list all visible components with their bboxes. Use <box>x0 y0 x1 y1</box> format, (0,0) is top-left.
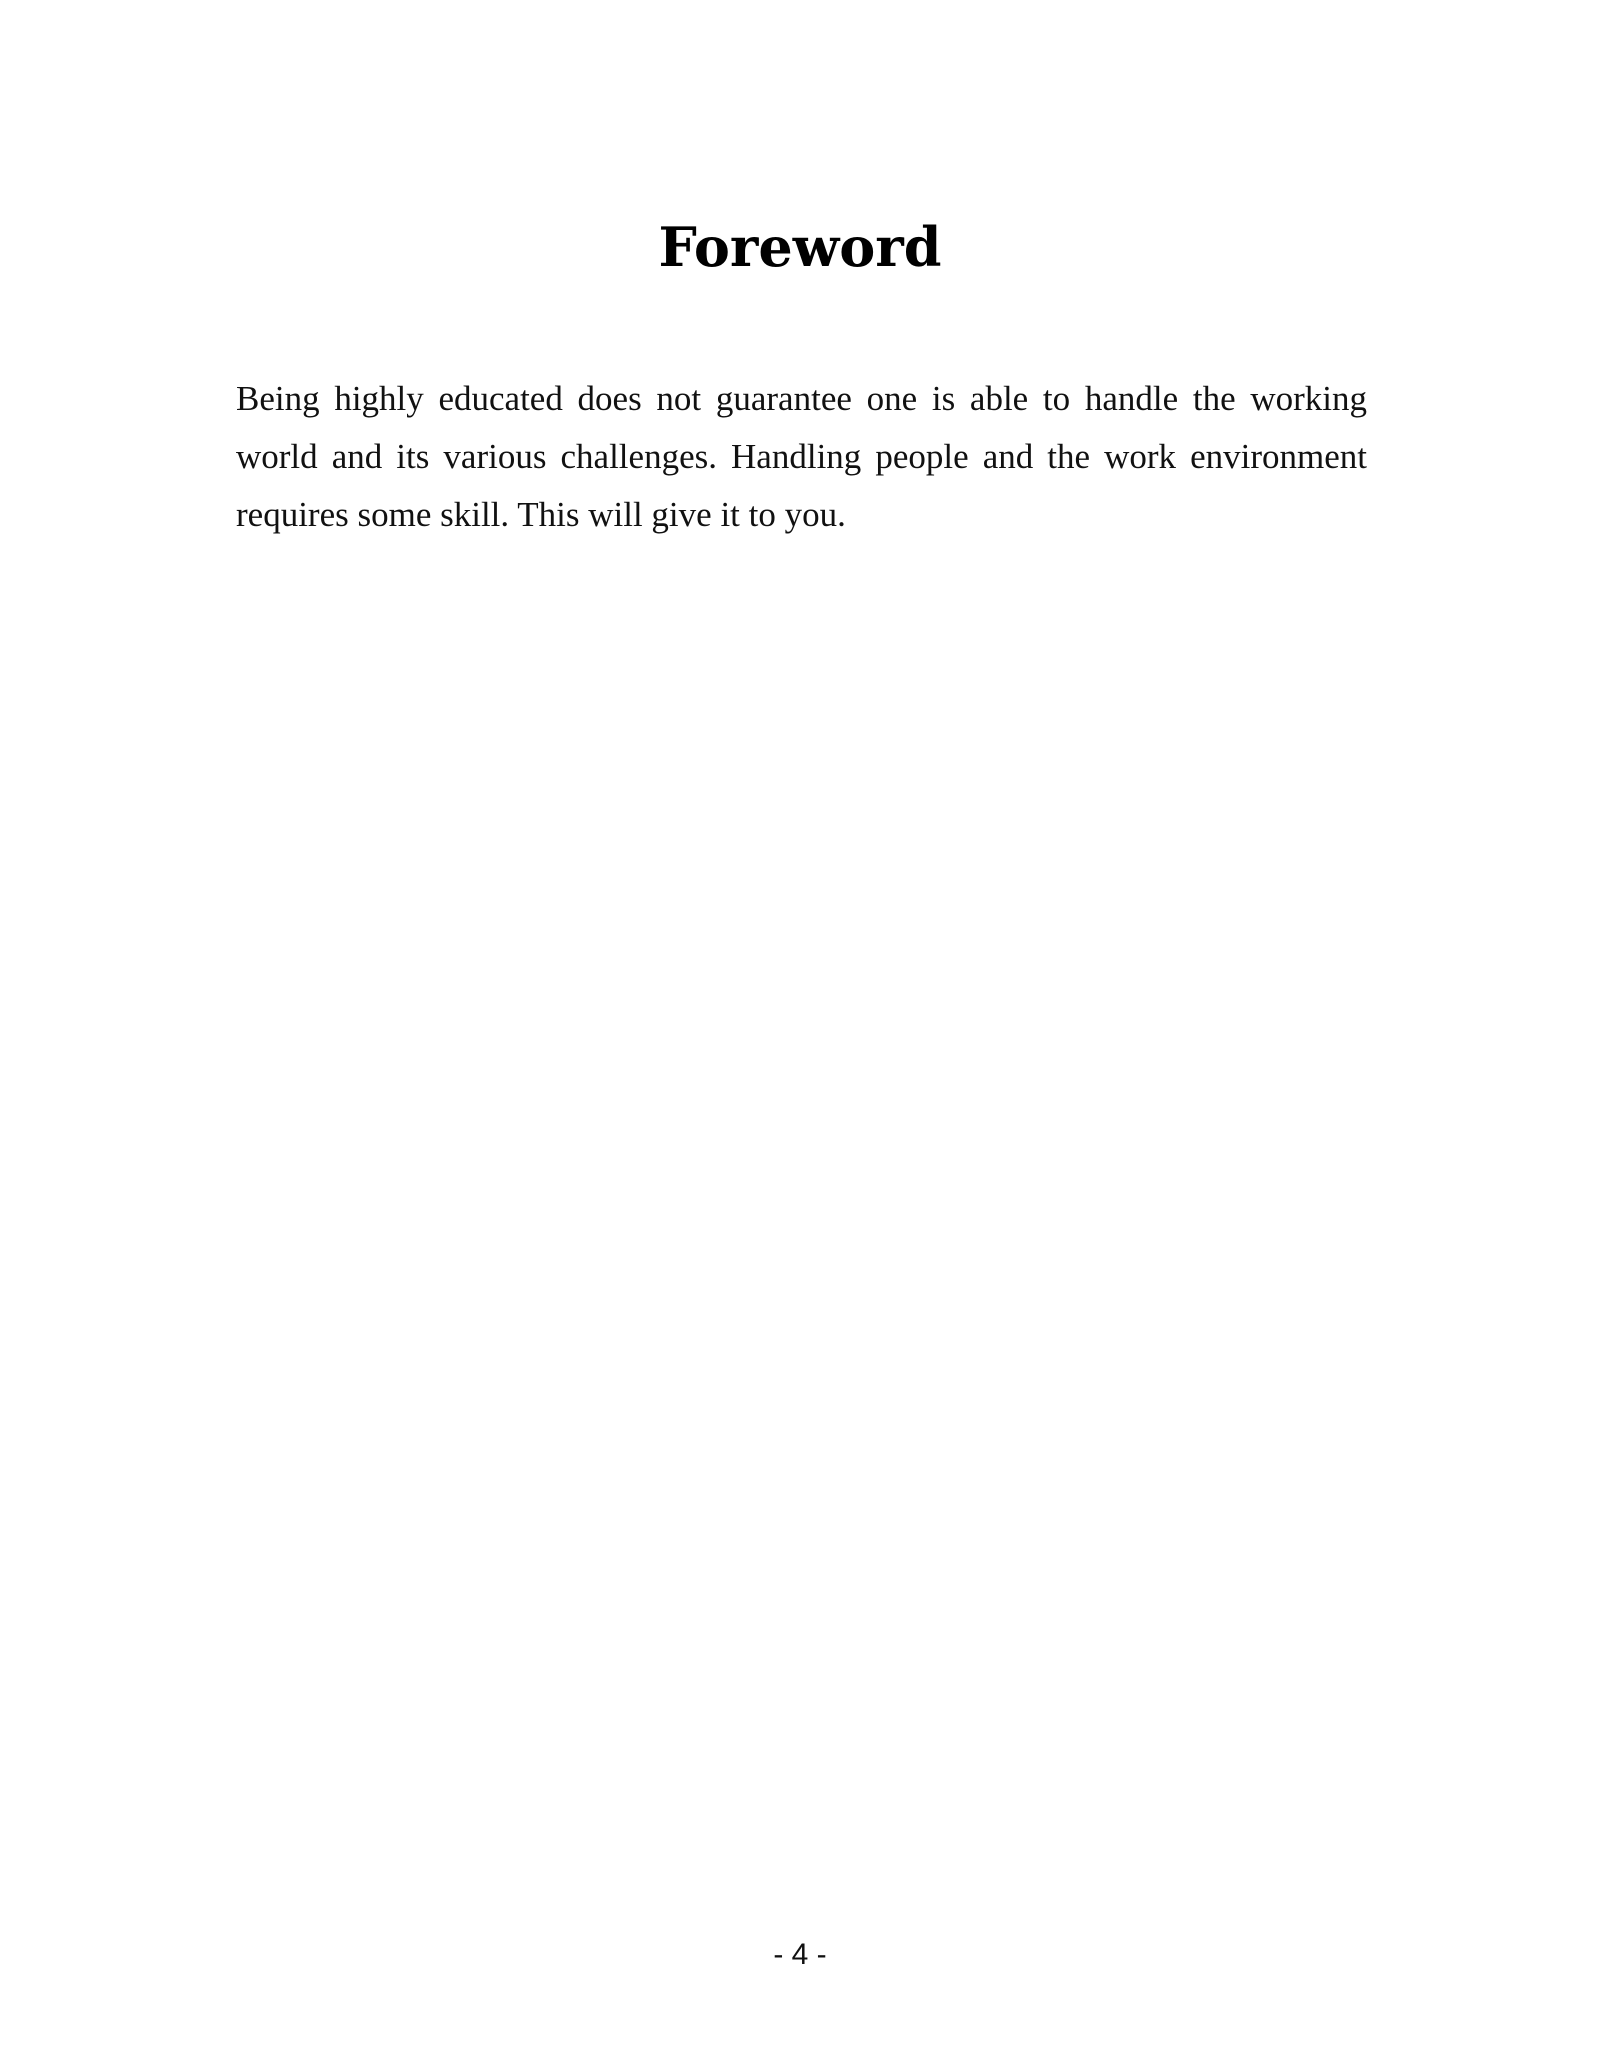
foreword-paragraph: Being highly educated does not guarantee one is able to handle the working world and its various challenges. Handling people and the work environment requires some skill. This will give it to you. <box>236 379 1367 534</box>
page-number: - 4 - <box>773 1938 827 1971</box>
page-title: Foreword <box>658 215 942 279</box>
